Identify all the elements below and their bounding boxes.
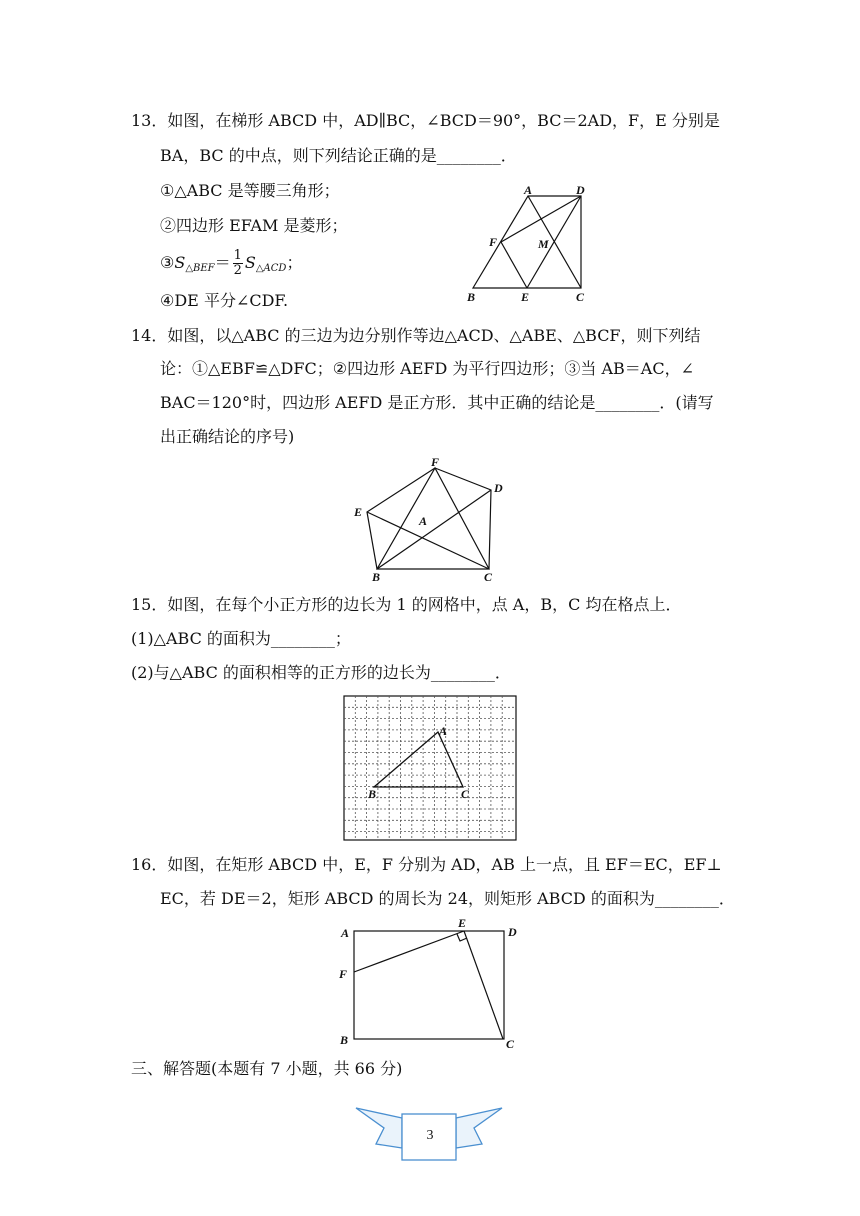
q13-label-E: E bbox=[521, 290, 530, 304]
q14-line3: BAC＝120°时，四边形 AEFD 是正方形．其中正确的结论是________．(请写 bbox=[160, 393, 714, 412]
q15-label-A: A bbox=[439, 724, 448, 738]
q13-label-C: C bbox=[576, 290, 585, 304]
q15-label-B: B bbox=[368, 787, 377, 801]
q15-grid-figure bbox=[343, 695, 517, 841]
q15-line3: (2)与△ABC 的面积相等的正方形的边长为________． bbox=[131, 663, 511, 682]
q13-option2: ②四边形 EFAM 是菱形； bbox=[160, 216, 348, 235]
q13-label-B: B bbox=[467, 290, 476, 304]
q14-line4: 出正确结论的序号) bbox=[160, 427, 295, 446]
section-3-heading: 三、解答题(本题有 7 小题，共 66 分) bbox=[131, 1059, 403, 1078]
q14-label-A: A bbox=[419, 514, 428, 528]
q13-trapezoid-figure bbox=[460, 182, 600, 306]
fraction-one-half: $\frac{1}{2}$ bbox=[233, 248, 242, 278]
q14-label-B: B bbox=[372, 570, 381, 584]
q14-label-F: F bbox=[431, 455, 440, 469]
q13-label-F: F bbox=[489, 235, 498, 249]
q14-label-C: C bbox=[484, 570, 493, 584]
q13-option3: $③S_{\triangle BEF}=$ $\frac{1}{2}$ $S_{\triangle ACD}$； bbox=[160, 248, 303, 278]
q16-label-B: B bbox=[340, 1033, 349, 1047]
q14-line1: 14．如图，以△ABC 的三边为边分别作等边△ACD、△ABE、△BCF，则下列结 bbox=[131, 326, 701, 345]
q13-label-A: A bbox=[524, 183, 533, 197]
q14-label-E: E bbox=[354, 505, 363, 519]
q13-label-M: M bbox=[538, 237, 549, 251]
q15-line2: (1)△ABC 的面积为________； bbox=[131, 629, 351, 648]
q16-label-F: F bbox=[339, 967, 348, 981]
q15-label-C: C bbox=[461, 787, 470, 801]
q15-line1: 15．如图，在每个小正方形的边长为 1 的网格中，点 A，B，C 均在格点上． bbox=[131, 595, 682, 614]
q14-line2: 论：①△EBF≌△DFC；②四边形 AEFD 为平行四边形；③当 AB＝AC，∠ bbox=[160, 359, 695, 378]
q16-label-D: D bbox=[508, 925, 517, 939]
q13-label-D: D bbox=[576, 183, 585, 197]
q16-label-C: C bbox=[506, 1037, 515, 1051]
q13-option1: ①△ABC 是等腰三角形； bbox=[160, 181, 340, 200]
q14-label-D: D bbox=[494, 481, 503, 495]
q13-option4: ④DE 平分∠CDF. bbox=[160, 291, 289, 310]
q13-line1: 13．如图，在梯形 ABCD 中，AD∥BC，∠BCD＝90°，BC＝2AD，F，E 分别是 bbox=[131, 111, 720, 130]
q16-label-E: E bbox=[458, 916, 467, 930]
q14-triangles-figure bbox=[345, 452, 515, 587]
q16-label-A: A bbox=[341, 926, 350, 940]
q13-line2: BA，BC 的中点，则下列结论正确的是________． bbox=[160, 146, 517, 165]
q16-line2: EC，若 DE＝2，矩形 ABCD 的周长为 24，则矩形 ABCD 的面积为________． bbox=[160, 889, 735, 908]
q16-line1: 16．如图，在矩形 ABCD 中，E，F 分别为 AD，AB 上一点，且 EF＝EC，EF⊥ bbox=[131, 855, 722, 874]
page-number: 3 bbox=[426, 1128, 434, 1143]
q16-rectangle-figure bbox=[333, 916, 525, 1052]
